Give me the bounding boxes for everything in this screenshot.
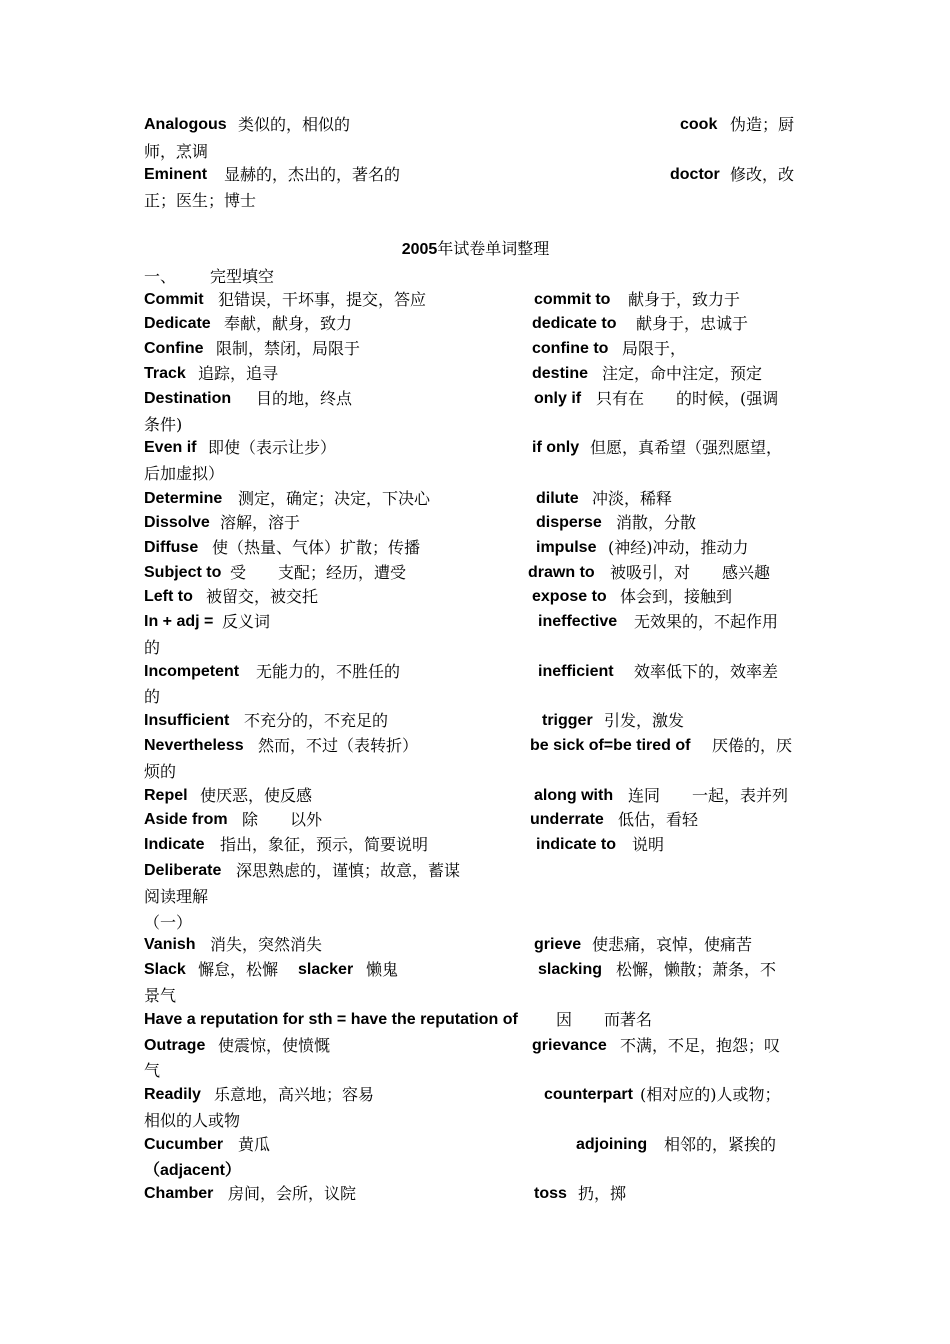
definition: 懒鬼 <box>366 960 399 979</box>
definition: 指出，象征，预示，简要说明 <box>220 835 429 854</box>
vocab-line <box>144 807 807 832</box>
definition: (神经)冲动，推动力 <box>608 538 749 557</box>
definition: 修改，改 <box>730 165 795 184</box>
vocab-line <box>144 957 807 982</box>
definition-wrap: 正；医生；博士 <box>144 191 257 210</box>
definition-wrap: 的 <box>144 638 161 657</box>
definition-wrap: 的 <box>144 687 161 706</box>
section-number: 一、 <box>144 267 177 286</box>
definition: 注定，命中注定，预定 <box>602 364 763 383</box>
vocab-line <box>144 858 807 883</box>
definition: 类似的，相似的 <box>238 115 351 134</box>
definition: 限制，禁闭，局限于 <box>216 339 361 358</box>
definition: 体会到，接触到 <box>620 587 733 606</box>
vocab-line <box>144 287 807 312</box>
section-name: 完型填空 <box>210 267 275 286</box>
definition-wrap: 景气 <box>144 986 177 1005</box>
definition: 受 支配；经历，遭受 <box>230 563 407 582</box>
definition: 追踪，追寻 <box>198 364 279 383</box>
definition: 使震惊，使愤慨 <box>218 1036 331 1055</box>
definition: 乐意地，高兴地；容易 <box>214 1085 375 1104</box>
word: be sick of=be tired of <box>530 737 691 754</box>
vocab-line <box>144 609 807 634</box>
wrap-line <box>144 1158 807 1183</box>
wrap-line <box>144 461 807 486</box>
wrap-line <box>144 684 807 709</box>
vocab-line <box>144 1007 807 1032</box>
definition: 无效果的，不起作用 <box>634 612 779 631</box>
definition: 即使（表示让步） <box>208 438 337 457</box>
definition: 引发，激发 <box>604 711 685 730</box>
vocab-line <box>144 435 807 460</box>
vocab-line <box>144 1082 807 1107</box>
definition: 扔，掷 <box>578 1184 627 1203</box>
word: counterpart <box>544 1086 633 1103</box>
vocab-line <box>144 162 807 187</box>
word: Diffuse <box>144 539 199 556</box>
word: indicate to <box>536 836 617 853</box>
word: along with <box>534 787 614 804</box>
definition: 松懈，懒散；萧条，不 <box>616 960 777 979</box>
subsection-number: （一） <box>144 913 193 932</box>
section-heading <box>144 884 807 909</box>
definition: 连同 一起，表并列 <box>628 786 789 805</box>
word: Slack <box>144 961 186 978</box>
definition: 奉献，献身，致力 <box>224 314 353 333</box>
word: Dedicate <box>144 315 211 332</box>
word: dilute <box>536 490 579 507</box>
definition: 被留交，被交托 <box>206 587 319 606</box>
definition: 厌倦的，厌 <box>712 736 793 755</box>
word: Even if <box>144 439 197 456</box>
word: trigger <box>542 712 593 729</box>
word: dedicate to <box>532 315 617 332</box>
definition: 冲淡，稀释 <box>592 489 673 508</box>
wrap-line <box>144 983 807 1008</box>
vocab-line <box>144 510 807 535</box>
word: disperse <box>536 514 602 531</box>
definition: 低估，看轻 <box>618 810 699 829</box>
vocab-line <box>144 584 807 609</box>
definition: 被吸引，对 感兴趣 <box>610 563 771 582</box>
page-title <box>144 236 807 261</box>
vocab-line <box>144 1033 807 1058</box>
word: Analogous <box>144 116 227 133</box>
word: Incompetent <box>144 663 240 680</box>
definition: 消散，分散 <box>616 513 697 532</box>
word: Destination <box>144 390 232 407</box>
definition: 犯错误，干坏事，提交，答应 <box>218 290 427 309</box>
definition: 房间，会所，议院 <box>228 1184 357 1203</box>
word: underrate <box>530 811 604 828</box>
definition-wrap: 相似的人或物 <box>144 1111 241 1130</box>
word: inefficient <box>538 663 614 680</box>
vocab-line <box>144 659 807 684</box>
word: Commit <box>144 291 204 308</box>
vocab-line <box>144 1132 807 1157</box>
section-heading <box>144 264 807 289</box>
word: destine <box>532 365 589 382</box>
word: grievance <box>532 1037 607 1054</box>
wrap-line <box>144 139 807 164</box>
word: expose to <box>532 588 607 605</box>
word: Track <box>144 365 186 382</box>
definition: 只有在 的时候，(强调 <box>596 389 779 408</box>
word: adjoining <box>576 1136 648 1153</box>
definition: 溶解，溶于 <box>220 513 301 532</box>
definition: 测定，确定；决定，下决心 <box>238 489 431 508</box>
definition: 懈怠，松懈 <box>198 960 279 979</box>
definition: 献身于，忠诚于 <box>636 314 749 333</box>
wrap-line <box>144 188 807 213</box>
definition-wrap: 条件) <box>144 415 183 434</box>
word: Aside from <box>144 811 228 828</box>
title-year: 2005 <box>401 241 438 258</box>
vocab-line <box>144 708 807 733</box>
definition: 深思熟虑的，谨慎；故意，蓄谋 <box>236 861 461 880</box>
definition: 使厌恶，使反感 <box>200 786 313 805</box>
word: Readily <box>144 1086 201 1103</box>
word: Cucumber <box>144 1136 224 1153</box>
word: slacker <box>298 961 354 978</box>
definition-wrap: 气 <box>144 1061 161 1080</box>
vocab-line <box>144 560 807 585</box>
vocab-line <box>144 1181 807 1206</box>
vocab-line <box>144 386 807 411</box>
vocab-line <box>144 783 807 808</box>
definition: 局限于， <box>622 339 687 358</box>
definition: 然而，不过（表转折） <box>258 736 419 755</box>
word: In + adj = <box>144 613 214 630</box>
word: only if <box>534 390 582 407</box>
word: Confine <box>144 340 204 357</box>
word: Vanish <box>144 936 196 953</box>
definition: 无能力的，不胜任的 <box>256 662 401 681</box>
word: doctor <box>670 166 720 183</box>
definition: (相对应的)人或物； <box>640 1085 781 1104</box>
definition-wrap: 师，烹调 <box>144 142 209 161</box>
definition: 黄瓜 <box>238 1135 271 1154</box>
word: Insufficient <box>144 712 230 729</box>
definition: 不充分的，不充足的 <box>244 711 389 730</box>
word: cook <box>680 116 718 133</box>
definition-wrap: 后加虚拟） <box>144 464 225 483</box>
wrap-line <box>144 412 807 437</box>
definition: 使（热量、气体）扩散；传播 <box>212 538 421 557</box>
definition: 消失，突然消失 <box>210 935 323 954</box>
definition: 献身于，致力于 <box>628 290 741 309</box>
definition-wrap: 烦的 <box>144 762 177 781</box>
definition: 相邻的，紧挨的 <box>664 1135 777 1154</box>
vocab-line <box>144 932 807 957</box>
word: toss <box>534 1185 567 1202</box>
definition: 不满，不足，抱怨；叹 <box>620 1036 781 1055</box>
wrap-line <box>144 1108 807 1133</box>
wrap-line <box>144 759 807 784</box>
definition: 反义词 <box>222 612 271 631</box>
title-text: 年试卷单词整理 <box>437 239 550 258</box>
wrap-line <box>144 635 807 660</box>
word: drawn to <box>528 564 595 581</box>
word: slacking <box>538 961 603 978</box>
definition: 显赫的，杰出的，著名的 <box>224 165 401 184</box>
word: grieve <box>534 936 582 953</box>
word: Have a reputation for sth = have the reputation of <box>144 1011 518 1028</box>
section-name: 阅读理解 <box>144 887 209 906</box>
word: impulse <box>536 539 597 556</box>
word: commit to <box>534 291 611 308</box>
word: Repel <box>144 787 188 804</box>
word: Dissolve <box>144 514 210 531</box>
word: Nevertheless <box>144 737 244 754</box>
wrap-line <box>144 1058 807 1083</box>
word: if only <box>532 439 580 456</box>
word: Subject to <box>144 564 222 581</box>
word: confine to <box>532 340 609 357</box>
definition: 因 而著名 <box>556 1010 653 1029</box>
vocab-line <box>144 535 807 560</box>
vocab-line <box>144 832 807 857</box>
definition: 目的地，终点 <box>256 389 353 408</box>
vocab-line <box>144 112 807 137</box>
word: Eminent <box>144 166 208 183</box>
word: Indicate <box>144 836 205 853</box>
definition: 但愿，真希望（强烈愿望， <box>590 438 783 457</box>
vocab-line <box>144 361 807 386</box>
definition: 除 以外 <box>242 810 323 829</box>
vocab-line <box>144 733 807 758</box>
vocab-line <box>144 311 807 336</box>
word: Chamber <box>144 1185 214 1202</box>
word: Deliberate <box>144 862 222 879</box>
definition: 使悲痛，哀悼，使痛苦 <box>592 935 753 954</box>
word: Outrage <box>144 1037 206 1054</box>
vocab-line <box>144 486 807 511</box>
word: ineffective <box>538 613 618 630</box>
word: Left to <box>144 588 193 605</box>
definition: 说明 <box>632 835 665 854</box>
definition: 伪造；厨 <box>730 115 795 134</box>
vocab-line <box>144 336 807 361</box>
definition: 效率低下的，效率差 <box>634 662 779 681</box>
word: Determine <box>144 490 223 507</box>
definition-wrap: （adjacent） <box>144 1162 241 1179</box>
